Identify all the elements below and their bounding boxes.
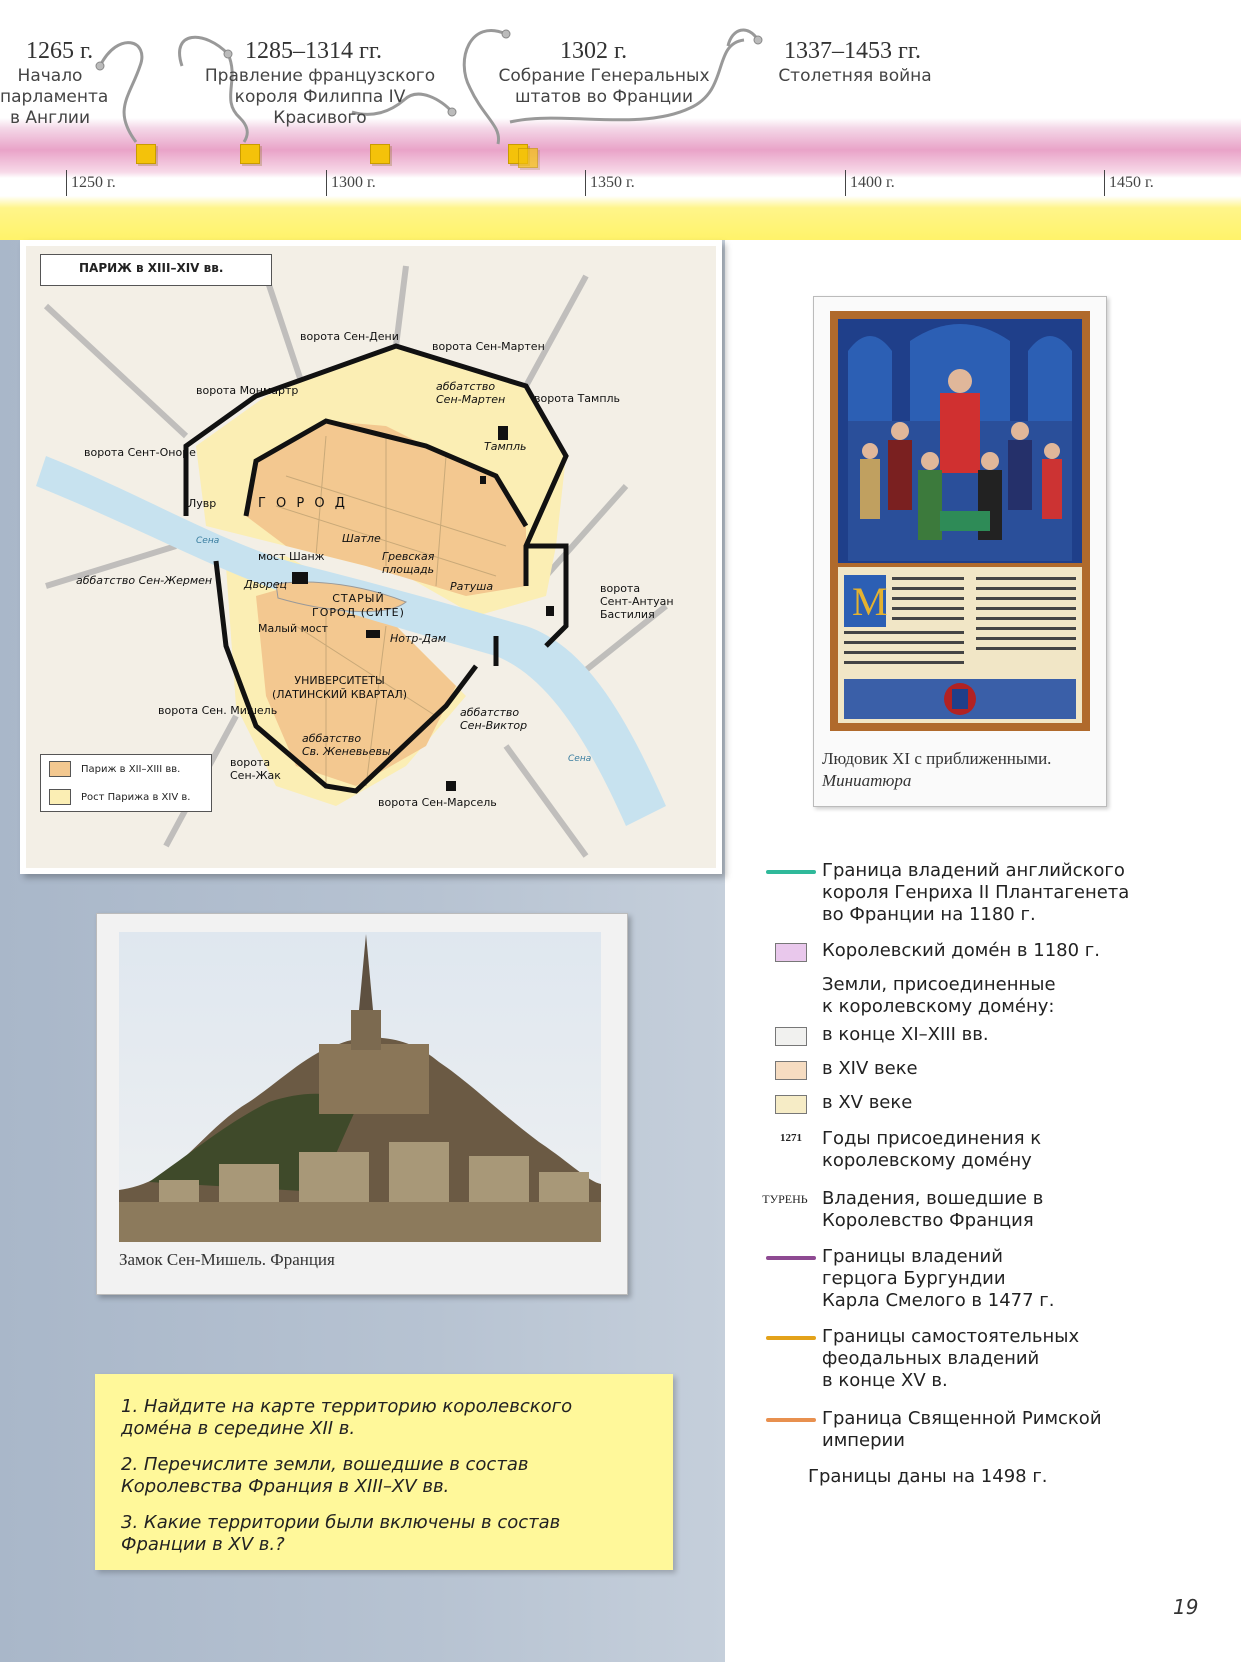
- map-label-universities: УНИВЕРСИТЕТЫ (ЛАТИНСКИЙ КВАРТАЛ): [272, 674, 408, 701]
- legend-row-xv: [760, 1092, 912, 1114]
- legend-line-yellow: [766, 1336, 816, 1340]
- timeline-event-2-line-2: короля Филиппа IV: [234, 87, 406, 107]
- timeline-marker-1314: [370, 144, 390, 164]
- legend-row-xiv: [760, 1058, 918, 1080]
- map-legend-label-1: Париж в XII–XIII вв.: [81, 763, 181, 775]
- map-legend-row-2: [41, 783, 211, 811]
- question-1-text: Найдите на карте территорию королевского домéна в середине XII в.: [121, 1396, 573, 1439]
- legend-symbol-3: [760, 974, 822, 1018]
- map-label-gate-saint-denis: ворота Сен-Дени: [300, 330, 399, 343]
- map-legend-swatch-1: [49, 761, 71, 777]
- legend-row-years: [760, 1128, 1041, 1172]
- legend-text-6: в XV веке: [822, 1092, 913, 1113]
- timeline-event-3-year: 1302 г.: [560, 38, 628, 64]
- questions-box: [95, 1374, 673, 1570]
- legend-text-9: Границы владений герцога Бургундии Карла Смелого в 1477 г.: [822, 1246, 1055, 1311]
- map-label-abbey-saint-genevieve: аббатство Св. Женевьевы: [302, 732, 391, 758]
- map-legend-swatch-2: [49, 789, 71, 805]
- timeline-event-1-line-1: Начало: [17, 66, 83, 86]
- timeline-tick-1350: 1350 г.: [585, 170, 635, 196]
- timeline-event-4-line-1: Столетняя война: [778, 66, 932, 86]
- map-label-seine-2: Сена: [568, 754, 592, 764]
- map-label-gate-temple: ворота Тампль: [534, 392, 621, 405]
- map-label-chatelet: Шатле: [342, 532, 381, 545]
- legend-box-cream: [775, 1095, 807, 1114]
- timeline-tick-1400: 1400 г.: [845, 170, 895, 196]
- map-label-gate-saint-jacques: ворота Сен-Жак: [230, 756, 281, 782]
- timeline-tick-1300: 1300 г.: [326, 170, 376, 196]
- legend-text-5: в XIV веке: [822, 1058, 918, 1079]
- legend-row-royal-domain: [760, 940, 1100, 962]
- legend-box-lilac: [775, 943, 807, 962]
- timeline-event-4-desc: [770, 66, 940, 87]
- timeline-event-1-line-3: в Англии: [9, 108, 91, 128]
- legend-symbol-9: [760, 1246, 822, 1312]
- map-label-gate-saint-honore: ворота Сент-Оноре: [84, 446, 196, 459]
- miniature-frame: [813, 296, 1107, 807]
- legend-year-symbol: 1271: [780, 1132, 802, 1144]
- legend-text-7: Годы присоединения к королевскому домéну: [822, 1128, 1042, 1171]
- legend-row-empire: [760, 1408, 1102, 1452]
- timeline-event-1-desc: [0, 66, 109, 129]
- legend-footer: Границы даны на 1498 г.: [808, 1466, 1048, 1487]
- question-1: [121, 1396, 572, 1440]
- legend-line-teal: [766, 870, 816, 874]
- map-label-palace: Дворец: [244, 578, 288, 591]
- miniature-image: [830, 311, 1090, 731]
- timeline-marker-1285: [240, 144, 260, 164]
- miniature-caption-sub: Миниатюра: [822, 771, 912, 790]
- timeline-event-2-desc: [200, 66, 440, 129]
- map-label-town-hall: Ратуша: [450, 580, 494, 593]
- svg-text:M: M: [852, 579, 888, 624]
- map-label-old-city: СТАРЫЙ ГОРОД (СИТЕ): [312, 592, 405, 619]
- question-2: [121, 1454, 528, 1498]
- legend-box-grey: [775, 1027, 807, 1046]
- timeline-marker-1337: [518, 148, 538, 168]
- timeline-tick-1450: 1450 г.: [1104, 170, 1154, 196]
- legend-symbol-2: [760, 940, 822, 962]
- map-label-gate-saint-michel: ворота Сен. Мишель: [158, 704, 278, 717]
- map-label-bridge-change: мост Шанж: [258, 550, 325, 563]
- legend-line-orange: [766, 1418, 816, 1422]
- question-1-number: 1.: [121, 1396, 139, 1417]
- map-title: ПАРИЖ в XIII–XIV вв.: [40, 254, 272, 286]
- map-label-louvre: Лувр: [188, 497, 217, 510]
- question-3-number: 3.: [121, 1512, 139, 1533]
- castle-caption: Замок Сен-Мишель. Франция: [119, 1250, 335, 1269]
- map-legend-label-2: Рост Парижа в XIV в.: [81, 791, 191, 803]
- map-label-bastille: Бастилия: [600, 608, 655, 621]
- legend-symbol-5: [760, 1058, 822, 1080]
- map-label-abbey-saint-germain: аббатство Сен-Жермен: [76, 574, 213, 587]
- map-legend: [40, 754, 212, 812]
- timeline-event-3-line-1: Собрание Генеральных: [498, 66, 710, 86]
- legend-symbol-1: [760, 860, 822, 926]
- legend-row-xi-xiii: [760, 1024, 989, 1046]
- map-label-gate-saint-antoine: ворота Сент-Антуан: [600, 582, 674, 608]
- timeline-marker-1265: [136, 144, 156, 164]
- map-label-seine-1: Сена: [196, 536, 220, 546]
- map-label-abbey-saint-victor: аббатство Сен-Виктор: [460, 706, 528, 732]
- legend-line-purple: [766, 1256, 816, 1260]
- timeline-band: [0, 0, 1241, 240]
- map-legend-row-1: [41, 755, 211, 783]
- legend-text-3: Земли, присоединенные к королевскому домéну:: [822, 974, 1056, 1017]
- legend-text-2: Королевский домéн в 1180 г.: [822, 940, 1100, 961]
- question-2-number: 2.: [121, 1454, 139, 1475]
- map-label-gate-saint-marcel: ворота Сен-Марсель: [378, 796, 497, 809]
- map-label-notre-dame: Нотр-Дам: [390, 632, 446, 645]
- legend-row-burgundy: [760, 1246, 1054, 1312]
- castle-photo-frame: [96, 913, 628, 1295]
- map-label-gate-saint-martin: ворота Сен-Мартен: [432, 340, 545, 353]
- legend-text-1: Граница владений английского короля Генриха II Плантагенета во Франции на 1180 г.: [822, 860, 1130, 925]
- timeline-event-1-year: 1265 г.: [26, 38, 94, 64]
- legend-row-henry-ii: [760, 860, 1129, 926]
- miniature-caption-title: Людовик XI с приближенными.: [822, 749, 1052, 768]
- timeline-event-2-line-3: Красивого: [273, 108, 367, 128]
- timeline-tick-1250: 1250 г.: [66, 170, 116, 196]
- timeline-connectors: [0, 0, 1241, 240]
- legend-text-11: Граница Священной Римской империи: [822, 1408, 1102, 1451]
- map-label-greve-square: Гревская площадь: [382, 550, 435, 576]
- legend-symbol-7: [760, 1128, 822, 1172]
- map-label-gate-montmartre: ворота Монмартр: [196, 384, 299, 397]
- legend-name-symbol: ТУРЕНЬ: [762, 1192, 808, 1206]
- paris-map: [20, 240, 722, 874]
- castle-photo: [119, 932, 601, 1242]
- timeline-event-2-line-1: Правление французского: [204, 66, 436, 86]
- legend-row-heading: [760, 974, 1056, 1018]
- timeline-event-1-line-2: парламента: [0, 87, 109, 107]
- page-number: 19: [1173, 1595, 1199, 1619]
- timeline-event-3-desc: [484, 66, 724, 108]
- legend-symbol-10: [760, 1326, 822, 1392]
- legend-symbol-11: [760, 1408, 822, 1452]
- legend-text-10: Границы самостоятельных феодальных владений в конце XV в.: [822, 1326, 1080, 1391]
- legend-row-possessions: [760, 1188, 1043, 1232]
- map-label-temple: Тампль: [484, 440, 527, 453]
- map-label-abbey-saint-martin: аббатство Сен-Мартен: [436, 380, 506, 406]
- map-label-small-bridge: Малый мост: [258, 622, 329, 635]
- legend-text-4: в конце XI–XIII вв.: [822, 1024, 989, 1045]
- question-2-text: Перечислите земли, вошедшие в состав Королевства Франция в XIII–XV вв.: [121, 1454, 529, 1497]
- legend-text-8: Владения, вошедшие в Королевство Франция: [822, 1188, 1044, 1231]
- question-3-text: Какие территории были включены в состав Франции в XV в.?: [121, 1512, 561, 1555]
- timeline-event-2-year: 1285–1314 гг.: [245, 38, 382, 64]
- map-label-city: Г О Р О Д: [258, 496, 348, 511]
- legend-symbol-4: [760, 1024, 822, 1046]
- legend-row-feudal: [760, 1326, 1079, 1392]
- timeline-event-3-line-2: штатов во Франции: [514, 87, 694, 107]
- timeline-event-4-year: 1337–1453 гг.: [784, 38, 921, 64]
- legend-symbol-6: [760, 1092, 822, 1114]
- legend-symbol-8: [760, 1188, 822, 1232]
- legend-box-peach: [775, 1061, 807, 1080]
- question-3: [121, 1512, 560, 1556]
